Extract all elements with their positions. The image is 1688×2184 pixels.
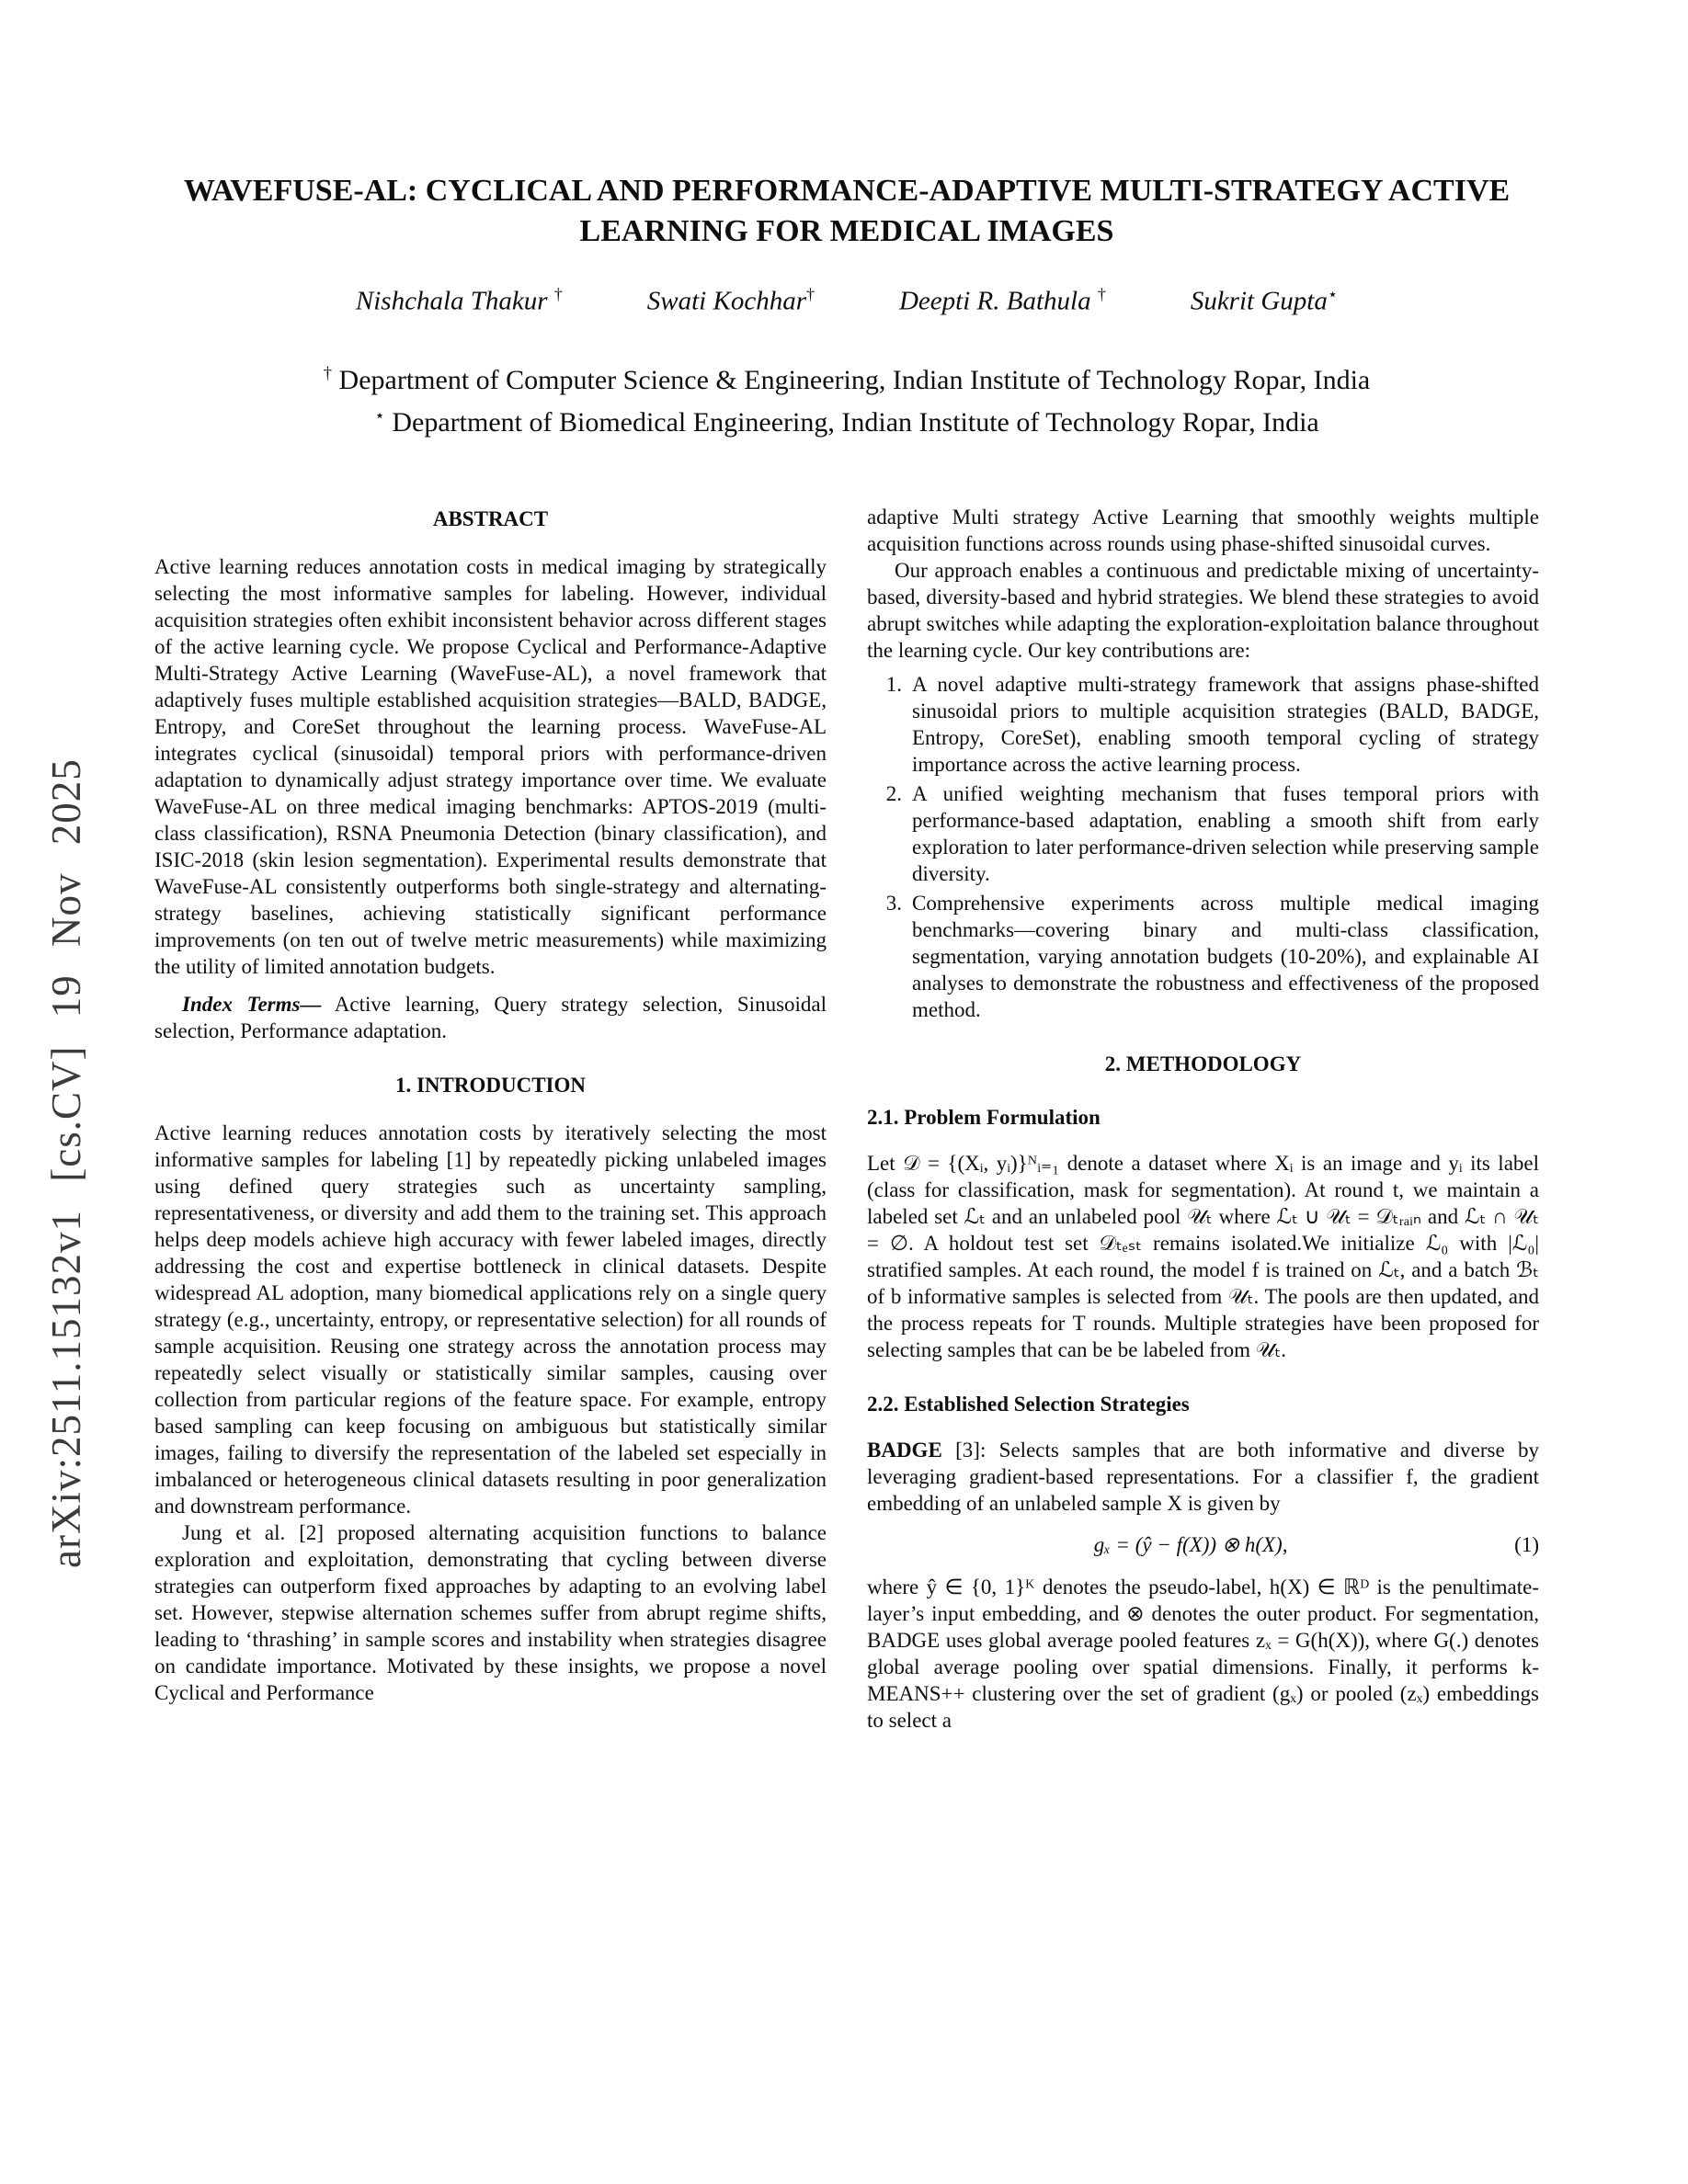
index-terms-label: Index Terms—	[182, 993, 322, 1017]
paper-title: WAVEFUSE-AL: CYCLICAL AND PERFORMANCE-ADAPTIVE MULTI-STRATEGY ACTIVE LEARNING FOR MEDICAL IMAGES	[183, 174, 1511, 249]
badge-paragraph	[867, 1437, 1539, 1517]
contribution-1-number: 1.	[885, 673, 902, 697]
badge-intro-text: [3]: Selects samples that are both informative and diverse by leveraging gradient-based representations. For a classifier f, the gradient embedding of an unlabeled sample X is given by	[867, 1439, 1539, 1516]
author-1-name: Nishchala Thakur	[355, 287, 548, 317]
section-heading-introduction: 1. INTRODUCTION	[394, 1074, 587, 1098]
left-column	[154, 504, 827, 1734]
author-3-name: Deepti R. Bathula	[898, 287, 1091, 317]
contribution-item-1	[873, 671, 1539, 778]
affiliation-2	[154, 402, 1539, 444]
author-2-name: Swati Kochhar	[646, 287, 806, 317]
author-2	[647, 285, 815, 317]
index-terms	[154, 991, 827, 1044]
author-2-mark: †	[806, 285, 815, 304]
affiliation-list	[154, 359, 1539, 443]
two-column-body	[154, 504, 1539, 1734]
author-4-name: Sukrit Gupta	[1190, 287, 1328, 317]
author-list	[154, 285, 1539, 317]
contribution-list	[873, 671, 1539, 1023]
affiliation-1-text: Department of Computer Science & Engineering, Indian Institute of Technology Ropar, India	[332, 365, 1371, 396]
paper-header	[154, 171, 1539, 443]
contribution-2-text: A unified weighting mechanism that fuses temporal priors with performance-based adaptation, enabling a smooth shift from early exploration to later performance-driven selection while preserving sample diversity.	[912, 782, 1539, 886]
author-4	[1191, 285, 1338, 317]
author-3-mark: †	[1097, 285, 1106, 304]
contribution-item-3	[873, 890, 1539, 1023]
introduction-paragraph-4: Our approach enables a continuous and predictable mixing of uncertainty-based, diversity-based and hybrid strategies. We blend these strategies to avoid abrupt switches while adapting the exploration-exploitation balance throughout the learning cycle. Our key contributions are:	[867, 559, 1539, 663]
problem-formulation-body: Let 𝒟 = {(Xᵢ, yᵢ)}ᴺᵢ₌₁ denote a dataset where Xᵢ is an image and yᵢ its label (class for classification, mask for segmentation). At round t, we maintain a labeled set ℒₜ and an unlabeled pool 𝒰ₜ where ℒₜ ∪ 𝒰ₜ = 𝒟ₜᵣₐᵢₙ and ℒₜ ∩ 𝒰ₜ = ∅. A holdout test set 𝒟ₜₑₛₜ remains isolated.We initialize ℒ₀ with |ℒ₀| stratified samples. At each round, the model f is trained on ℒₜ, and a batch ℬₜ of b informative samples is selected from 𝒰ₜ. The pools are then updated, and the process repeats for T rounds. Multiple strategies have been proposed for selecting samples that can be be labeled from 𝒰ₜ.	[867, 1152, 1539, 1362]
introduction-paragraph-1: Active learning reduces annotation costs by iteratively selecting the most informative samples for labeling [1] by repeatedly picking unlabeled images using defined query strategies such as uncertainty sampling, representativeness, or diversity and add them to the training set. This approach helps deep models achieve high accuracy with fewer labeled images, directly addressing the cost and expertise bottleneck in clinical datasets. Despite widespread AL adoption, many biomedical applications rely on a single query strategy (e.g., uncertainty, entropy, or representative selection) for all rounds of sample acquisition. Reusing one strategy across the annotation process may repeatedly select visually or statistically similar samples, causing over collection from particular regions of the feature space. For example, entropy based sampling can keep focusing on ambiguous but statistically similar images, failing to diversify the representation of the labeled set especially in imbalanced or heterogeneous clinical datasets resulting in poor generalization and downstream performance.	[154, 1121, 827, 1519]
section-heading-methodology: 2. METHODOLOGY	[1104, 1052, 1302, 1076]
equation-1	[867, 1533, 1539, 1557]
equation-1-number: (1)	[1514, 1533, 1539, 1557]
badge-label: BADGE	[867, 1439, 942, 1462]
author-4-mark: ⋆	[1327, 285, 1339, 304]
introduction-paragraph-3: adaptive Multi strategy Active Learning that smoothly weights multiple acquisition functions across rounds using phase-shifted sinusoidal curves.	[867, 506, 1539, 556]
contribution-1-text: A novel adaptive multi-strategy framework that assigns phase-shifted sinusoidal priors to multiple acquisition strategies (BALD, BADGE, Entropy, CoreSet), enabling smooth temporal cycling of strategy importance across the active learning process.	[912, 673, 1539, 777]
subsection-heading-selection-strategies: 2.2. Established Selection Strategies	[867, 1393, 1190, 1416]
index-terms-text: Active learning, Query strategy selection, Sinusoidal selection, Performance adaptation.	[154, 993, 827, 1043]
affiliation-1-mark: †	[323, 364, 333, 384]
author-1	[356, 285, 563, 317]
contribution-3-number: 3.	[885, 892, 902, 916]
introduction-paragraph-2: Jung et al. [2] proposed alternating acquisition functions to balance exploration and exploitation, demonstrating that cycling between diverse strategies can outperform fixed approaches by adapting to an evolving label set. However, stepwise alternation schemes suffer from abrupt regime shifts, leading to ‘thrashing’ in sample scores and instability when strategies disagree on candidate importance. Motivated by these insights, we propose a novel Cyclical and Performance	[154, 1521, 827, 1705]
contribution-3-text: Comprehensive experiments across multiple medical imaging benchmarks—covering binary and multi-class classification, segmentation, varying annotation budgets (10-20%), and explainable AI analyses to demonstrate the robustness and effectiveness of the proposed method.	[912, 892, 1539, 1022]
abstract-heading: ABSTRACT	[432, 507, 549, 531]
abstract-body: Active learning reduces annotation costs in medical imaging by strategically selecting the most informative samples for labeling. However, individual acquisition strategies often exhibit inconsistent behavior across different stages of the active learning cycle. We propose Cyclical and Performance-Adaptive Multi-Strategy Active Learning (WaveFuse-AL), a novel framework that adaptively fuses multiple established acquisition strategies—BALD, BADGE, Entropy, and CoreSet throughout the learning process. WaveFuse-AL integrates cyclical (sinusoidal) temporal priors with performance-driven adaptation to dynamically adjust strategy importance over time. We evaluate WaveFuse-AL on three medical imaging benchmarks: APTOS-2019 (multi-class classification), RSNA Pneumonia Detection (binary classification), and ISIC-2018 (skin lesion segmentation). Experimental results demonstrate that WaveFuse-AL consistently outperforms both single-strategy and alternating-strategy baselines, achieving statistically significant performance improvements (on ten out of twelve metric measurements) while maximizing the utility of limited annotation budgets.	[154, 555, 827, 979]
equation-1-body: gₓ = (ŷ − f(X)) ⊗ h(X),	[1093, 1533, 1288, 1557]
affiliation-2-text: Department of Biomedical Engineering, Indian Institute of Technology Ropar, India	[384, 406, 1319, 438]
affiliation-1	[154, 359, 1539, 402]
contribution-2-number: 2.	[885, 782, 902, 806]
badge-after-equation-paragraph: where ŷ ∈ {0, 1}ᴷ denotes the pseudo-label, h(X) ∈ ℝᴰ is the penultimate-layer’s input embedding, and ⊗ denotes the outer product. For segmentation, BADGE uses global average pooled features zₓ = G(h(X)), where G(.) denotes global average pooling over spatial dimensions. Finally, it performs k-MEANS++ clustering over the set of gradient (gₓ) or pooled (zₓ) embeddings to select a	[867, 1575, 1539, 1733]
arxiv-watermark: arXiv:2511.15132v1 [cs.CV] 19 Nov 2025	[43, 758, 89, 1568]
right-column	[867, 504, 1539, 1734]
author-3	[899, 285, 1106, 317]
affiliation-2-mark: ⋆	[374, 405, 385, 426]
contribution-item-2	[873, 780, 1539, 887]
author-1-mark: †	[553, 285, 563, 304]
subsection-heading-problem-formulation: 2.1. Problem Formulation	[867, 1106, 1101, 1130]
